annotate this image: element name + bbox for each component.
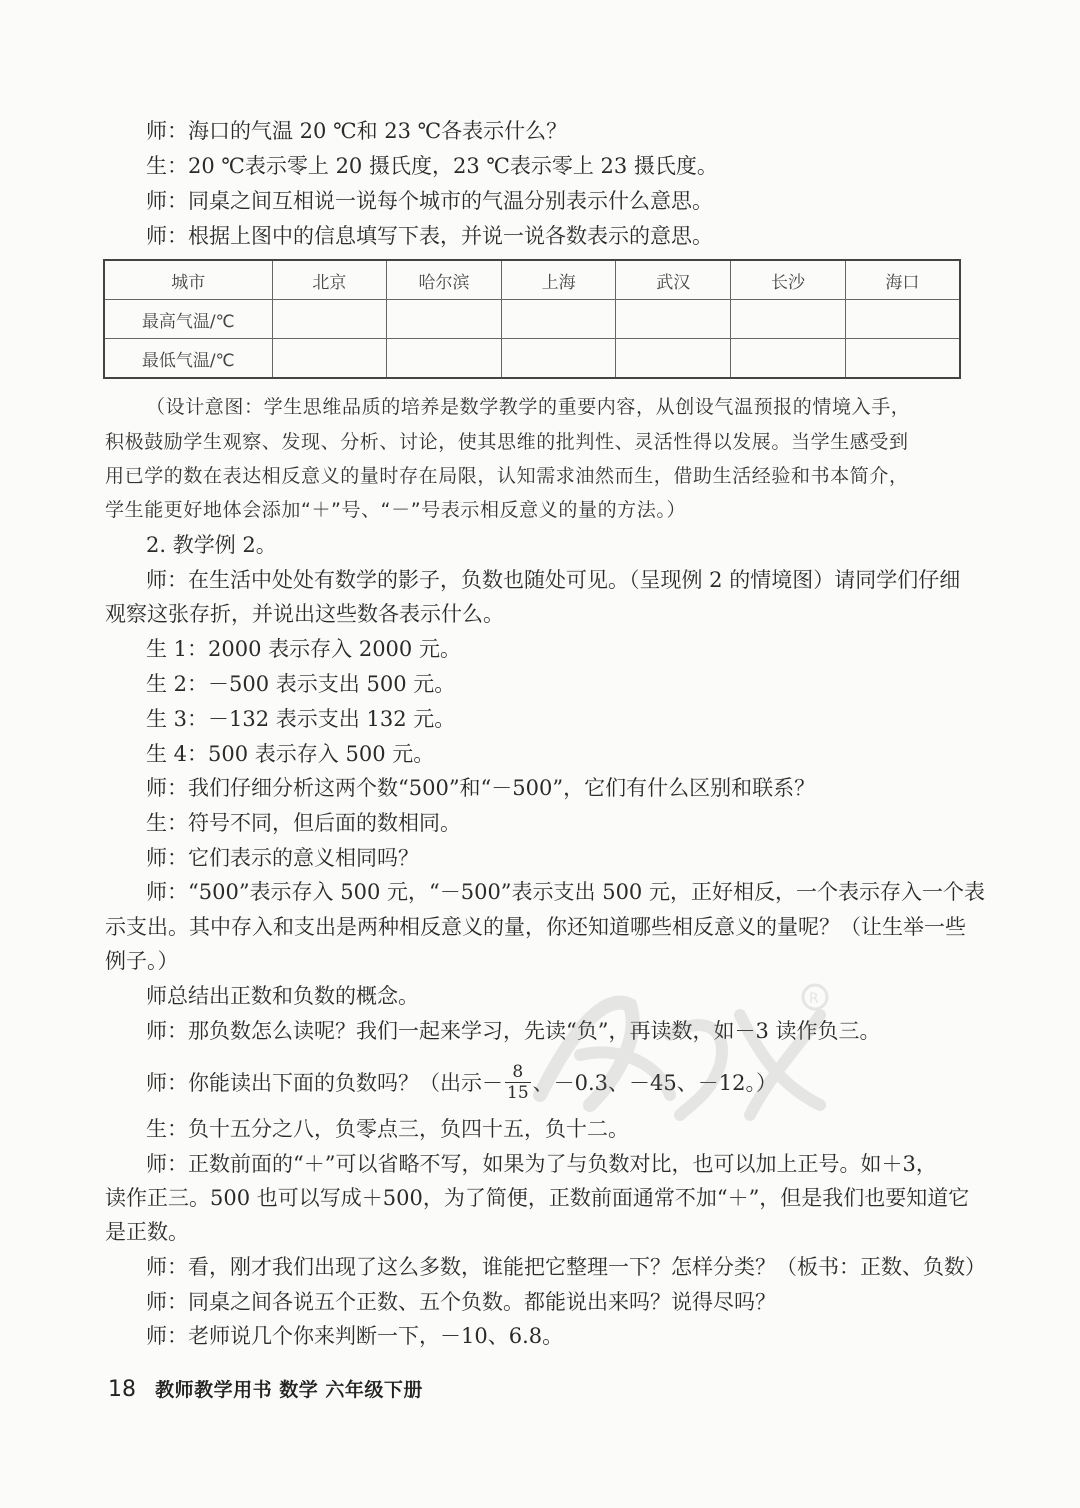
- text-line: 生：负十五分之八，负零点三，负四十五，负十二。: [146, 1117, 629, 1141]
- table-cell: [501, 300, 616, 339]
- text-line: 生 1：2000 表示存入 2000 元。: [146, 637, 461, 661]
- text-segment: 师：你能读出下面的负数吗？（出示－: [146, 1071, 503, 1095]
- text-line: 师总结出正数和负数的概念。: [146, 984, 419, 1008]
- text-line: 师：我们仔细分析这两个数“500”和“－500”，它们有什么区别和联系？: [146, 776, 816, 800]
- text-line: 师：看，刚才我们出现了这么多数，谁能把它整理一下？怎样分类？（板书：正数、负数）: [146, 1255, 986, 1279]
- page-number: 18: [108, 1377, 136, 1402]
- text-line: 师：那负数怎么读呢？我们一起来学习，先读“负”，再读数，如－3 读作负三。: [146, 1019, 881, 1043]
- text-segment: 、－0.3、－45、－12。）: [532, 1071, 777, 1095]
- design-intent-line: 学生能更好地体会添加“＋”号、“－”号表示相反意义的量的方法。）: [105, 499, 687, 521]
- table-cell: [616, 300, 731, 339]
- table-header-cell: 长沙: [731, 260, 846, 300]
- table-cell: [387, 300, 502, 339]
- design-intent-line: 积极鼓励学生观察、发现、分析、讨论，使其思维的批判性、灵活性得以发展。当学生感受到: [105, 431, 909, 453]
- row-label-max-temp: 最高气温/℃: [104, 300, 272, 339]
- text-line: 师：同桌之间各说五个正数、五个负数。都能说出来吗？说得尽吗？: [146, 1290, 776, 1314]
- table-cell: [387, 339, 502, 379]
- table-header-cell: 城市: [104, 260, 272, 300]
- table-cell: [272, 339, 387, 379]
- text-line: 师：“500”表示存入 500 元，“－500”表示支出 500 元，正好相反，一个表示存入一个表: [146, 880, 985, 904]
- table-cell: [845, 339, 960, 379]
- text-line: 生 2：－500 表示支出 500 元。: [146, 672, 456, 696]
- text-line: 师：正数前面的“＋”可以省略不写，如果为了与负数对比，也可以加上正号。如＋3，: [146, 1152, 937, 1176]
- page-footer: [108, 1375, 423, 1402]
- text-line: 师：老师说几个你来判断一下，－10、6.8。: [146, 1324, 564, 1348]
- text-line: 师：同桌之间互相说一说每个城市的气温分别表示什么意思。: [146, 189, 713, 213]
- book-title: 教师教学用书 数学 六年级下册: [155, 1379, 423, 1401]
- text-line: 是正数。: [105, 1220, 189, 1244]
- section-heading: 2. 教学例 2。: [146, 533, 277, 557]
- table-header-cell: 上海: [501, 260, 616, 300]
- table-cell: [731, 339, 846, 379]
- text-line: 师：在生活中处处有数学的影子，负数也随处可见。（呈现例 2 的情境图）请同学们仔细: [146, 568, 961, 592]
- text-line: 观察这张存折，并说出这些数各表示什么。: [105, 602, 504, 626]
- table-row: [104, 339, 960, 379]
- table-header-cell: 武汉: [616, 260, 731, 300]
- temperature-table: [103, 259, 961, 379]
- table-cell: [845, 300, 960, 339]
- svg-text:R: R: [809, 991, 819, 1007]
- text-line: 师：它们表示的意义相同吗？: [146, 846, 419, 870]
- text-line: 生 4：500 表示存入 500 元。: [146, 742, 435, 766]
- text-line: 师：海口的气温 20 ℃和 23 ℃各表示什么？: [146, 119, 568, 143]
- publisher-watermark-logo: [520, 975, 840, 1125]
- table-cell: [501, 339, 616, 379]
- table-row: [104, 300, 960, 339]
- design-intent-line: 用已学的数在表达相反意义的量时存在局限，认知需求油然而生，借助生活经验和书本简介，: [105, 465, 909, 487]
- fraction-denominator: 15: [507, 1083, 529, 1103]
- table-header-cell: 北京: [272, 260, 387, 300]
- table-header-row: [104, 260, 960, 300]
- fraction-numerator: 8: [505, 1062, 531, 1083]
- table-header-cell: 哈尔滨: [387, 260, 502, 300]
- table-cell: [616, 339, 731, 379]
- text-line: 生 3：－132 表示支出 132 元。: [146, 707, 456, 731]
- table-cell: [272, 300, 387, 339]
- table-cell: [731, 300, 846, 339]
- design-intent-line: （设计意图：学生思维品质的培养是数学教学的重要内容，从创设气温预报的情境入手，: [146, 396, 911, 418]
- text-line: 读作正三。500 也可以写成＋500，为了简便，正数前面通常不加“＋”，但是我们也要知道它: [105, 1186, 970, 1210]
- text-line: 生：20 ℃表示零上 20 摄氏度，23 ℃表示零上 23 摄氏度。: [146, 154, 718, 178]
- text-line: 例子。）: [105, 949, 179, 973]
- text-line: 生：符号不同，但后面的数相同。: [146, 811, 461, 835]
- table-header-cell: 海口: [845, 260, 960, 300]
- row-label-min-temp: 最低气温/℃: [104, 339, 272, 379]
- text-line: 师：根据上图中的信息填写下表，并说一说各数表示的意思。: [146, 224, 713, 248]
- text-line: 示支出。其中存入和支出是两种相反意义的量，你还知道哪些相反意义的量呢？（让生举一些: [105, 915, 966, 939]
